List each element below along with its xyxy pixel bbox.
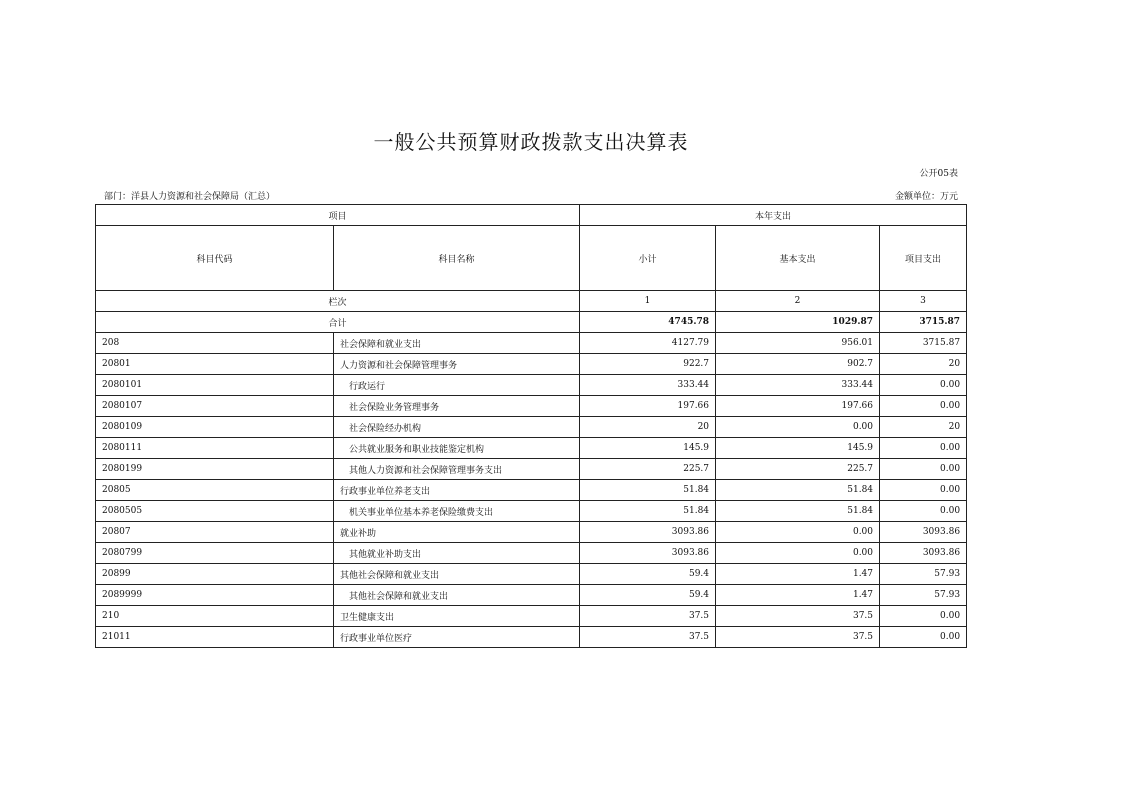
header-project: 项目 bbox=[96, 205, 580, 226]
row-basic: 145.9 bbox=[716, 438, 880, 459]
header-project-exp: 项目支出 bbox=[880, 226, 967, 291]
table-row bbox=[96, 417, 967, 438]
department-label: 部门：洋县人力资源和社会保障局（汇总） bbox=[104, 192, 276, 202]
header-name: 科目名称 bbox=[334, 226, 580, 291]
row-code: 2080107 bbox=[96, 396, 334, 417]
header-current-year: 本年支出 bbox=[580, 205, 967, 226]
table-row bbox=[96, 522, 967, 543]
row-subtotal: 922.7 bbox=[580, 354, 716, 375]
row-subtotal: 3093.86 bbox=[580, 522, 716, 543]
row-project-exp: 3093.86 bbox=[880, 543, 967, 564]
row-name: 其他社会保障和就业支出 bbox=[334, 564, 580, 585]
table-row bbox=[96, 585, 967, 606]
row-subtotal: 3093.86 bbox=[580, 543, 716, 564]
row-name: 人力资源和社会保障管理事务 bbox=[334, 354, 580, 375]
table-row bbox=[96, 627, 967, 648]
row-project-exp: 0.00 bbox=[880, 375, 967, 396]
table-row bbox=[96, 438, 967, 459]
table-row bbox=[96, 606, 967, 627]
total-project-exp: 3715.87 bbox=[880, 312, 967, 333]
row-project-exp: 57.93 bbox=[880, 564, 967, 585]
row-project-exp: 20 bbox=[880, 354, 967, 375]
row-name: 社会保险经办机构 bbox=[334, 417, 580, 438]
header-row-columns bbox=[96, 226, 967, 291]
row-name: 就业补助 bbox=[334, 522, 580, 543]
total-basic: 1029.87 bbox=[716, 312, 880, 333]
row-basic: 197.66 bbox=[716, 396, 880, 417]
header-column-index: 栏次 bbox=[96, 291, 580, 312]
row-code: 20805 bbox=[96, 480, 334, 501]
total-subtotal: 4745.78 bbox=[580, 312, 716, 333]
row-project-exp: 3715.87 bbox=[880, 333, 967, 354]
row-code: 20801 bbox=[96, 354, 334, 375]
row-name: 其他就业补助支出 bbox=[334, 543, 580, 564]
row-project-exp: 0.00 bbox=[880, 501, 967, 522]
amount-unit-label: 金额单位：万元 bbox=[894, 192, 958, 202]
row-subtotal: 4127.79 bbox=[580, 333, 716, 354]
table-row bbox=[96, 375, 967, 396]
row-subtotal: 333.44 bbox=[580, 375, 716, 396]
table-row bbox=[96, 480, 967, 501]
row-basic: 902.7 bbox=[716, 354, 880, 375]
row-code: 2080505 bbox=[96, 501, 334, 522]
row-basic: 37.5 bbox=[716, 627, 880, 648]
header-col1: 1 bbox=[580, 291, 716, 312]
row-name: 社会保险业务管理事务 bbox=[334, 396, 580, 417]
row-project-exp: 0.00 bbox=[880, 606, 967, 627]
row-basic: 333.44 bbox=[716, 375, 880, 396]
row-project-exp: 0.00 bbox=[880, 396, 967, 417]
row-project-exp: 0.00 bbox=[880, 438, 967, 459]
row-subtotal: 51.84 bbox=[580, 501, 716, 522]
table-row bbox=[96, 501, 967, 522]
expenditure-table bbox=[95, 204, 967, 648]
row-basic: 0.00 bbox=[716, 543, 880, 564]
row-basic: 1.47 bbox=[716, 564, 880, 585]
row-project-exp: 0.00 bbox=[880, 459, 967, 480]
total-label: 合计 bbox=[96, 312, 580, 333]
total-row bbox=[96, 312, 967, 333]
row-name: 卫生健康支出 bbox=[334, 606, 580, 627]
table-row bbox=[96, 396, 967, 417]
header-code: 科目代码 bbox=[96, 226, 334, 291]
row-code: 2080101 bbox=[96, 375, 334, 396]
table-row bbox=[96, 459, 967, 480]
report-title: 一般公共预算财政拨款支出决算表 bbox=[373, 130, 689, 154]
row-name: 行政事业单位医疗 bbox=[334, 627, 580, 648]
row-code: 2080111 bbox=[96, 438, 334, 459]
row-project-exp: 3093.86 bbox=[880, 522, 967, 543]
row-basic: 0.00 bbox=[716, 417, 880, 438]
row-subtotal: 37.5 bbox=[580, 627, 716, 648]
row-basic: 225.7 bbox=[716, 459, 880, 480]
row-basic: 956.01 bbox=[716, 333, 880, 354]
header-col2: 2 bbox=[716, 291, 880, 312]
form-number: 公开05表 bbox=[919, 169, 958, 179]
table-row bbox=[96, 354, 967, 375]
row-subtotal: 37.5 bbox=[580, 606, 716, 627]
row-code: 2089999 bbox=[96, 585, 334, 606]
row-subtotal: 59.4 bbox=[580, 585, 716, 606]
row-basic: 1.47 bbox=[716, 585, 880, 606]
row-name: 行政事业单位养老支出 bbox=[334, 480, 580, 501]
table-row bbox=[96, 333, 967, 354]
row-subtotal: 145.9 bbox=[580, 438, 716, 459]
header-basic: 基本支出 bbox=[716, 226, 880, 291]
row-code: 20899 bbox=[96, 564, 334, 585]
row-project-exp: 0.00 bbox=[880, 480, 967, 501]
row-basic: 51.84 bbox=[716, 501, 880, 522]
row-subtotal: 51.84 bbox=[580, 480, 716, 501]
header-subtotal: 小计 bbox=[580, 226, 716, 291]
row-basic: 0.00 bbox=[716, 522, 880, 543]
row-code: 21011 bbox=[96, 627, 334, 648]
row-name: 社会保障和就业支出 bbox=[334, 333, 580, 354]
row-subtotal: 197.66 bbox=[580, 396, 716, 417]
row-subtotal: 225.7 bbox=[580, 459, 716, 480]
header-col3: 3 bbox=[880, 291, 967, 312]
row-name: 机关事业单位基本养老保险缴费支出 bbox=[334, 501, 580, 522]
row-code: 2080799 bbox=[96, 543, 334, 564]
row-name: 其他人力资源和社会保障管理事务支出 bbox=[334, 459, 580, 480]
table-row bbox=[96, 543, 967, 564]
row-code: 2080199 bbox=[96, 459, 334, 480]
row-project-exp: 57.93 bbox=[880, 585, 967, 606]
row-name: 行政运行 bbox=[334, 375, 580, 396]
row-name: 公共就业服务和职业技能鉴定机构 bbox=[334, 438, 580, 459]
row-code: 20807 bbox=[96, 522, 334, 543]
row-basic: 51.84 bbox=[716, 480, 880, 501]
row-project-exp: 20 bbox=[880, 417, 967, 438]
row-name: 其他社会保障和就业支出 bbox=[334, 585, 580, 606]
row-code: 2080109 bbox=[96, 417, 334, 438]
row-code: 208 bbox=[96, 333, 334, 354]
row-subtotal: 59.4 bbox=[580, 564, 716, 585]
row-code: 210 bbox=[96, 606, 334, 627]
header-row-top bbox=[96, 205, 967, 226]
row-project-exp: 0.00 bbox=[880, 627, 967, 648]
row-basic: 37.5 bbox=[716, 606, 880, 627]
row-subtotal: 20 bbox=[580, 417, 716, 438]
table-row bbox=[96, 564, 967, 585]
header-row-index bbox=[96, 291, 967, 312]
